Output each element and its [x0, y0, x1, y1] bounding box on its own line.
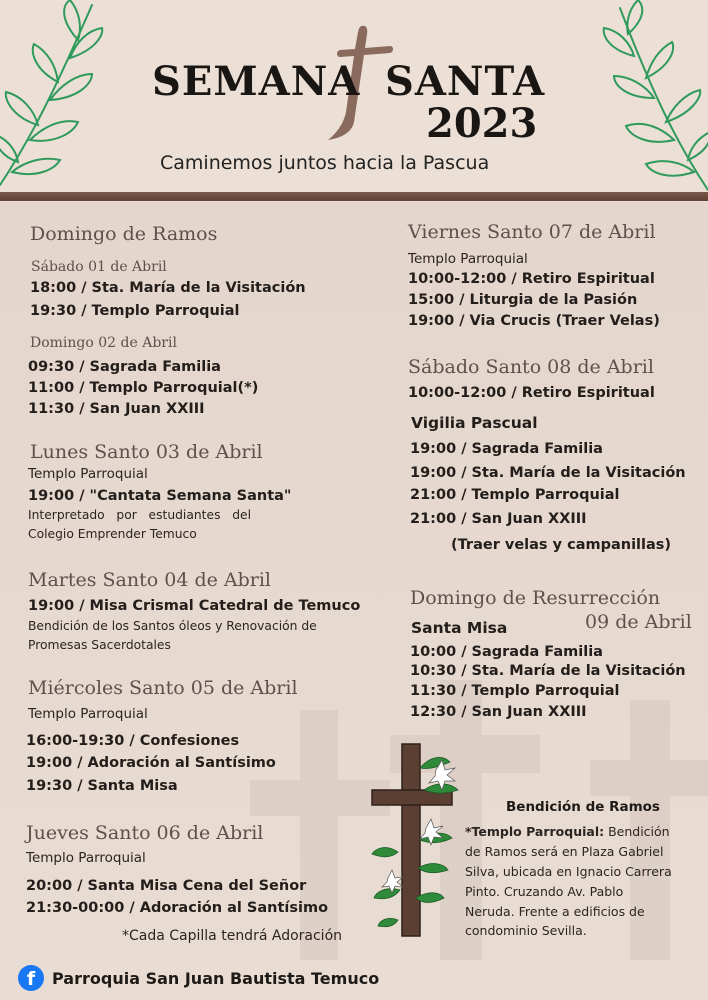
- note-line: Promesas Sacerdotales: [28, 638, 171, 652]
- section-title-miercoles: Miércoles Santo 05 de Abril: [28, 677, 298, 699]
- place-label: Templo Parroquial: [28, 706, 148, 722]
- event-line: 19:00 / Misa Crismal Catedral de Temuco: [28, 598, 361, 614]
- event-line: 12:30 / San Juan XXIII: [410, 704, 587, 720]
- bendicion-title: Bendición de Ramos: [506, 799, 660, 815]
- cross-with-flowers-icon: [368, 740, 468, 940]
- section-title-viernes: Viernes Santo 07 de Abril: [408, 221, 656, 243]
- title-word-semana: SEMANA: [152, 58, 361, 105]
- place-label: Templo Parroquial: [26, 850, 146, 866]
- bendicion-lead: *Templo Parroquial:: [465, 824, 605, 839]
- event-line: 19:00 / Via Crucis (Traer Velas): [408, 313, 660, 329]
- velas-note: (Traer velas y campanillas): [451, 537, 672, 553]
- note-line: Colegio Emprender Temuco: [28, 527, 197, 541]
- event-line: 10:30 / Sta. María de la Visitación: [410, 663, 686, 679]
- section-title-domingo-resurreccion: Domingo de Resurrección: [410, 587, 661, 609]
- note-line: Interpretado por estudiantes del: [28, 508, 251, 522]
- event-line: 21:00 / San Juan XXIII: [410, 511, 587, 527]
- event-line: 09:30 / Sagrada Familia: [28, 359, 221, 375]
- section-title-lunes: Lunes Santo 03 de Abril: [30, 441, 263, 463]
- event-line: 18:00 / Sta. María de la Visitación: [30, 280, 306, 296]
- event-line: 11:00 / Templo Parroquial(*): [28, 380, 259, 396]
- bendicion-line: [465, 824, 670, 839]
- event-line: 16:00-19:30 / Confesiones: [26, 733, 240, 749]
- event-line: 19:00 / Sta. María de la Visitación: [410, 465, 686, 481]
- bendicion-line: de Ramos será en Plaza Gabriel: [465, 844, 664, 859]
- vigilia-heading: Vigilia Pascual: [411, 414, 538, 432]
- bendicion-line: Pinto. Cruzando Av. Pablo: [465, 884, 624, 899]
- event-line: 11:30 / Templo Parroquial: [410, 683, 620, 699]
- bendicion-line: condominio Sevilla.: [465, 923, 587, 938]
- section-title-sabado: Sábado Santo 08 de Abril: [408, 356, 654, 378]
- event-line: 11:30 / San Juan XXIII: [28, 401, 205, 417]
- event-line: 19:00 / "Cantata Semana Santa": [28, 488, 292, 504]
- adoracion-note: *Cada Capilla tendrá Adoración: [122, 928, 343, 944]
- facebook-icon[interactable]: f: [18, 965, 44, 991]
- date-domingo-02: Domingo 02 de Abril: [30, 335, 177, 351]
- event-line: 19:30 / Templo Parroquial: [30, 303, 240, 319]
- section-title-domingo-ramos: Domingo de Ramos: [30, 223, 218, 245]
- title-year: 2023: [426, 100, 538, 147]
- place-label: Templo Parroquial: [28, 466, 148, 482]
- bendicion-line: Silva, ubicada en Ignacio Carrera: [465, 864, 672, 879]
- event-line: 21:00 / Templo Parroquial: [410, 487, 620, 503]
- date-sabado-01: Sábado 01 de Abril: [31, 259, 167, 275]
- event-line: 10:00-12:00 / Retiro Espiritual: [408, 271, 655, 287]
- bendicion-line1-rest: Bendición: [604, 824, 670, 839]
- section-title-martes: Martes Santo 04 de Abril: [28, 569, 272, 591]
- section-title-jueves: Jueves Santo 06 de Abril: [26, 822, 264, 844]
- event-line: 19:30 / Santa Misa: [26, 778, 178, 794]
- subtitle: Caminemos juntos hacia la Pascua: [160, 152, 490, 174]
- event-line: 10:00 / Sagrada Familia: [410, 644, 603, 660]
- leaf-branch-left-icon: [0, 0, 110, 190]
- footer-parish-name[interactable]: Parroquia San Juan Bautista Temuco: [52, 969, 380, 988]
- event-line: 10:00-12:00 / Retiro Espiritual: [408, 385, 655, 401]
- event-line: 19:00 / Adoración al Santísimo: [26, 755, 276, 771]
- title-word-santa: SANTA: [385, 58, 546, 105]
- event-line: 15:00 / Liturgia de la Pasión: [408, 292, 638, 308]
- section-date-09-abril: 09 de Abril: [585, 611, 692, 633]
- event-line: 19:00 / Sagrada Familia: [410, 441, 603, 457]
- bendicion-line: Neruda. Frente a edificios de: [465, 904, 645, 919]
- note-line: Bendición de los Santos óleos y Renovación de: [28, 619, 317, 633]
- leaf-branch-right-icon: [598, 0, 708, 195]
- event-line: 21:30-00:00 / Adoración al Santísimo: [26, 900, 329, 916]
- place-label: Templo Parroquial: [408, 251, 528, 267]
- header-divider: [0, 192, 708, 201]
- event-line: 20:00 / Santa Misa Cena del Señor: [26, 878, 307, 894]
- santa-misa-heading: Santa Misa: [411, 619, 508, 637]
